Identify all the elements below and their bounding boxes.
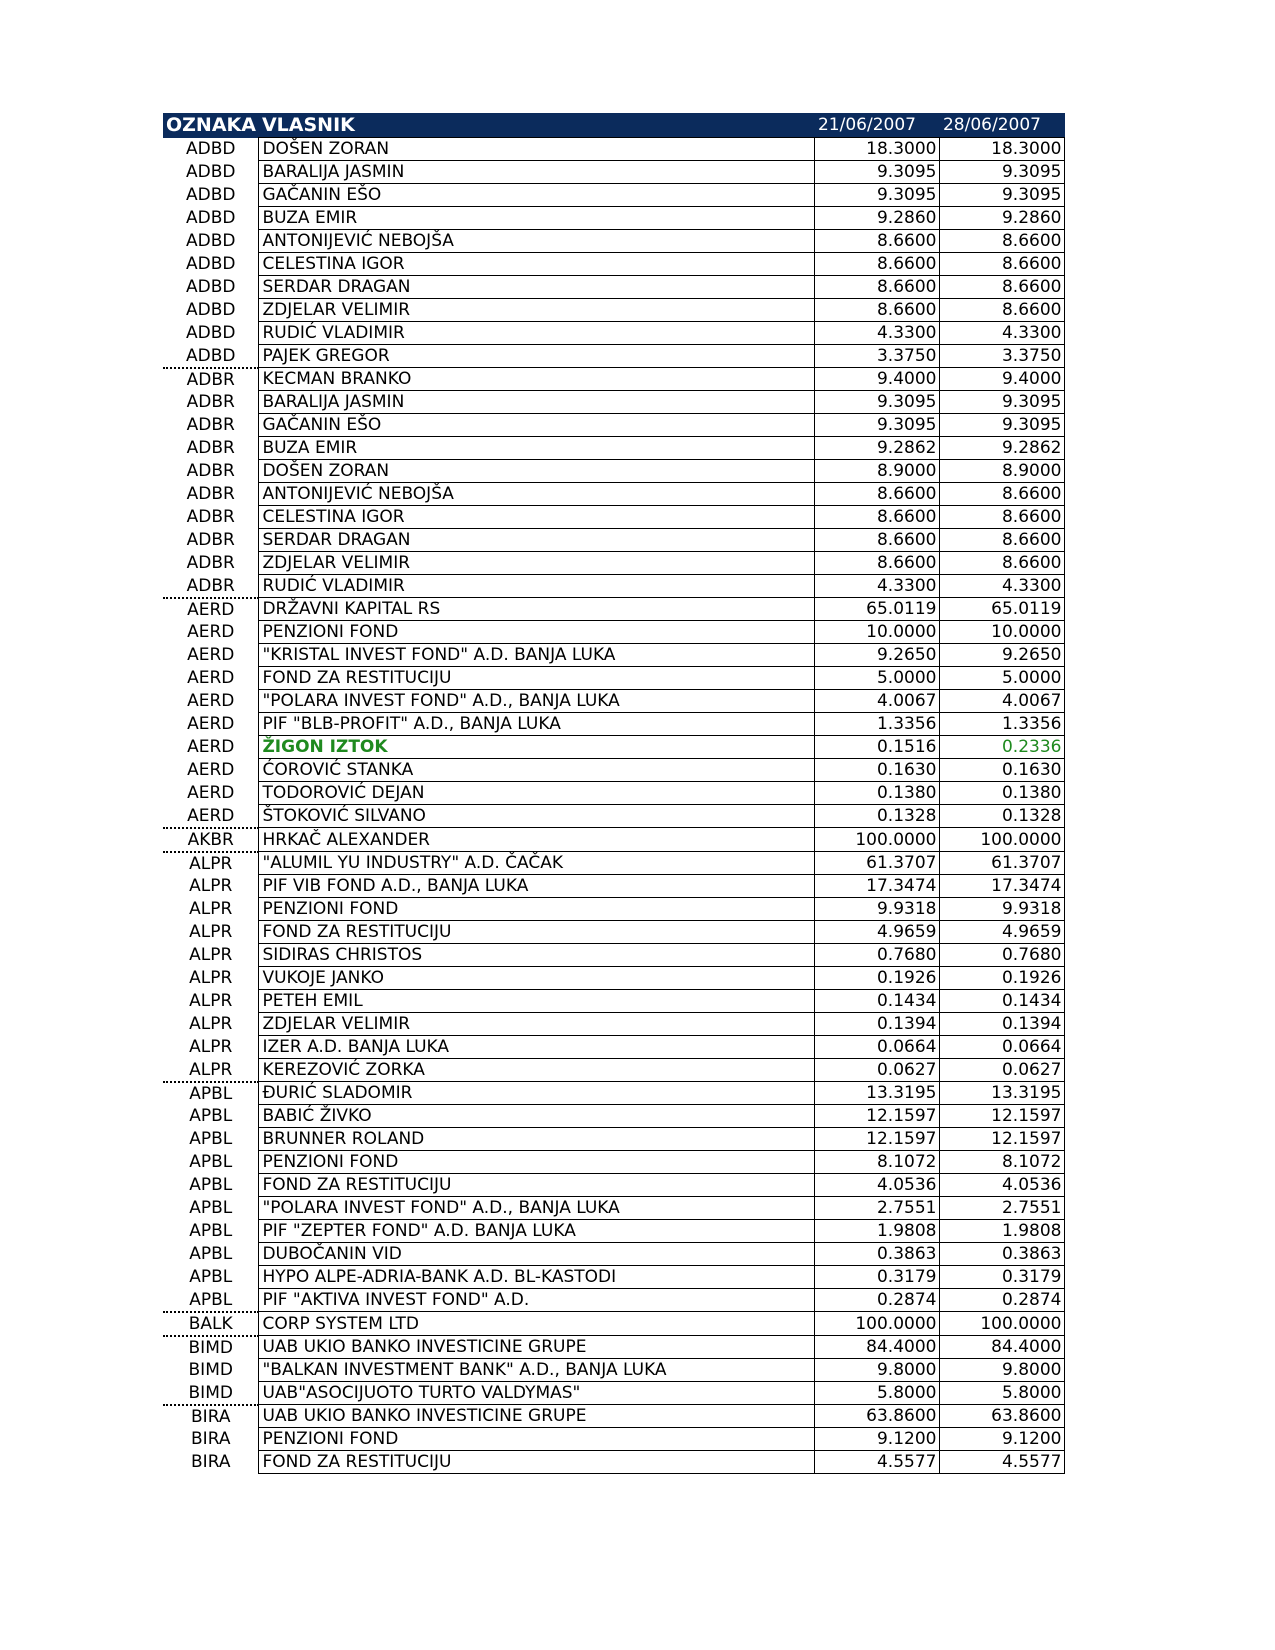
table-row — [163, 1082, 1065, 1105]
owner-cell: GAČANIN EŠO — [259, 184, 815, 207]
value-28-06-2007-cell: 9.3095 — [940, 161, 1065, 184]
code-cell: BIMD — [188, 1337, 233, 1358]
code-cell: ALPR — [189, 922, 233, 942]
owner-cell: SERDAR DRAGAN — [259, 276, 815, 299]
value-28-06-2007-cell: 18.3000 — [940, 138, 1065, 161]
table-row — [163, 667, 1065, 690]
value-28-06-2007-cell: 9.3095 — [940, 391, 1065, 414]
code-cell: ADBD — [185, 208, 236, 228]
table-row — [163, 207, 1065, 230]
code-cell: AERD — [187, 737, 235, 757]
code-cell: ALPR — [189, 991, 233, 1011]
owner-cell: PIF VIB FOND A.D., BANJA LUKA — [259, 875, 815, 898]
value-28-06-2007-cell: 4.5577 — [940, 1451, 1065, 1474]
code-cell: AERD — [187, 760, 235, 780]
value-21-06-2007-cell: 9.9318 — [815, 898, 940, 921]
value-28-06-2007-cell: 61.3707 — [940, 852, 1065, 875]
value-28-06-2007-cell: 9.3095 — [940, 414, 1065, 437]
value-28-06-2007-cell: 8.6600 — [940, 483, 1065, 506]
value-28-06-2007-cell: 9.3095 — [940, 184, 1065, 207]
value-28-06-2007-cell: 0.1380 — [940, 782, 1065, 805]
owner-cell: UAB UKIO BANKO INVESTICINE GRUPE — [259, 1405, 815, 1428]
table-row — [163, 782, 1065, 805]
value-28-06-2007-cell: 0.7680 — [940, 944, 1065, 967]
owner-cell: "KRISTAL INVEST FOND" A.D. BANJA LUKA — [259, 644, 815, 667]
value-28-06-2007-cell: 9.9318 — [940, 898, 1065, 921]
value-28-06-2007-cell: 0.1630 — [940, 759, 1065, 782]
table-row — [163, 460, 1065, 483]
code-cell: ALPR — [189, 1037, 233, 1057]
code-cell: ADBD — [185, 162, 236, 182]
table-row — [163, 759, 1065, 782]
value-28-06-2007-cell: 9.4000 — [940, 368, 1065, 391]
value-28-06-2007-cell: 65.0119 — [940, 598, 1065, 621]
owner-cell: FOND ZA RESTITUCIJU — [259, 1451, 815, 1474]
owner-cell: PIF "AKTIVA INVEST FOND" A.D. — [259, 1289, 815, 1312]
value-21-06-2007-cell: 17.3474 — [815, 875, 940, 898]
value-21-06-2007-cell: 65.0119 — [815, 598, 940, 621]
code-cell: ADBR — [186, 553, 235, 573]
value-28-06-2007-cell: 9.2862 — [940, 437, 1065, 460]
table-row — [163, 852, 1065, 875]
owner-cell: "ALUMIL YU INDUSTRY" A.D. ČAČAK — [259, 852, 815, 875]
owner-cell: RUDIĆ VLADIMIR — [259, 575, 815, 598]
value-21-06-2007-cell: 0.1434 — [815, 990, 940, 1013]
table-row — [163, 828, 1065, 852]
value-21-06-2007-cell: 9.1200 — [815, 1428, 940, 1451]
value-28-06-2007-cell: 0.1926 — [940, 967, 1065, 990]
table-row — [163, 230, 1065, 253]
table-row — [163, 1336, 1065, 1359]
table-row — [163, 898, 1065, 921]
owner-cell: "BALKAN INVESTMENT BANK" A.D., BANJA LUKA — [259, 1359, 815, 1382]
table-row — [163, 552, 1065, 575]
value-28-06-2007-cell: 4.0536 — [940, 1174, 1065, 1197]
owner-cell: BARALIJA JASMIN — [259, 161, 815, 184]
code-cell: APBL — [189, 1106, 233, 1126]
owner-cell: BUZA EMIR — [259, 207, 815, 230]
owner-cell: RUDIĆ VLADIMIR — [259, 322, 815, 345]
value-21-06-2007-cell: 0.3863 — [815, 1243, 940, 1266]
table-row — [163, 1174, 1065, 1197]
value-21-06-2007-cell: 63.8600 — [815, 1405, 940, 1428]
table-row — [163, 1359, 1065, 1382]
table-row — [163, 736, 1065, 759]
code-cell: ADBR — [163, 575, 259, 598]
code-cell: APBL — [189, 1152, 233, 1172]
table-row — [163, 713, 1065, 736]
owner-cell: BUZA EMIR — [259, 437, 815, 460]
value-21-06-2007-cell: 9.2860 — [815, 207, 940, 230]
value-21-06-2007-cell: 1.9808 — [815, 1220, 940, 1243]
owner-cell: ZDJELAR VELIMIR — [259, 1013, 815, 1036]
table-row — [163, 805, 1065, 828]
code-cell: APBL — [189, 1175, 233, 1195]
value-28-06-2007-cell: 8.6600 — [940, 276, 1065, 299]
value-28-06-2007-cell: 8.6600 — [940, 299, 1065, 322]
code-cell: ADBR — [186, 369, 235, 390]
value-21-06-2007-cell: 0.1630 — [815, 759, 940, 782]
owner-cell: FOND ZA RESTITUCIJU — [259, 921, 815, 944]
owner-cell: FOND ZA RESTITUCIJU — [259, 1174, 815, 1197]
owner-cell: CELESTINA IGOR — [259, 506, 815, 529]
table-row — [163, 391, 1065, 414]
value-21-06-2007-cell: 18.3000 — [815, 138, 940, 161]
table-row — [163, 1451, 1065, 1474]
value-21-06-2007-cell: 4.0067 — [815, 690, 940, 713]
value-21-06-2007-cell: 84.4000 — [815, 1336, 940, 1359]
value-28-06-2007-cell: 8.9000 — [940, 460, 1065, 483]
code-cell: ADBD — [185, 300, 236, 320]
table-row — [163, 1220, 1065, 1243]
value-28-06-2007-cell: 0.2874 — [940, 1289, 1065, 1312]
value-28-06-2007-cell: 100.0000 — [940, 1312, 1065, 1336]
value-21-06-2007-cell: 13.3195 — [815, 1082, 940, 1105]
table-row — [163, 621, 1065, 644]
table-row — [163, 299, 1065, 322]
code-cell: ADBR — [186, 415, 235, 435]
value-21-06-2007-cell: 8.6600 — [815, 276, 940, 299]
value-28-06-2007-cell: 0.2336 — [940, 736, 1065, 759]
code-cell: APBL — [163, 1289, 259, 1312]
owner-cell: FOND ZA RESTITUCIJU — [259, 667, 815, 690]
value-28-06-2007-cell: 17.3474 — [940, 875, 1065, 898]
code-cell: ADBD — [185, 139, 236, 159]
code-cell: APBL — [189, 1129, 233, 1149]
table-row — [163, 437, 1065, 460]
table-row — [163, 414, 1065, 437]
value-21-06-2007-cell: 4.5577 — [815, 1451, 940, 1474]
value-28-06-2007-cell: 10.0000 — [940, 621, 1065, 644]
owner-cell: DUBOČANIN VID — [259, 1243, 815, 1266]
table-row — [163, 253, 1065, 276]
value-21-06-2007-cell: 0.1516 — [815, 736, 940, 759]
value-21-06-2007-cell: 4.3300 — [815, 575, 940, 598]
table-row — [163, 506, 1065, 529]
value-28-06-2007-cell: 13.3195 — [940, 1082, 1065, 1105]
table-row — [163, 1059, 1065, 1082]
code-cell: ALPR — [189, 876, 233, 896]
code-cell: ALPR — [189, 899, 233, 919]
value-28-06-2007-cell: 8.6600 — [940, 230, 1065, 253]
value-21-06-2007-cell: 9.3095 — [815, 161, 940, 184]
code-cell: ADBD — [185, 277, 236, 297]
value-21-06-2007-cell: 9.2650 — [815, 644, 940, 667]
value-28-06-2007-cell: 0.1394 — [940, 1013, 1065, 1036]
owner-cell: PENZIONI FOND — [259, 1151, 815, 1174]
table-row — [163, 644, 1065, 667]
owner-cell: UAB UKIO BANKO INVESTICINE GRUPE — [259, 1336, 815, 1359]
value-28-06-2007-cell: 8.6600 — [940, 529, 1065, 552]
table-row — [163, 875, 1065, 898]
value-21-06-2007-cell: 0.0627 — [815, 1059, 940, 1082]
code-cell: AERD — [163, 805, 259, 828]
value-28-06-2007-cell: 3.3750 — [940, 345, 1065, 368]
code-cell: ADBR — [186, 484, 235, 504]
table-row — [163, 322, 1065, 345]
owner-cell: DRŽAVNI KAPITAL RS — [259, 598, 815, 621]
owner-cell: ĆOROVIĆ STANKA — [259, 759, 815, 782]
value-28-06-2007-cell: 84.4000 — [940, 1336, 1065, 1359]
code-cell: ADBD — [185, 185, 236, 205]
value-28-06-2007-cell: 0.0627 — [940, 1059, 1065, 1082]
table-row — [163, 345, 1065, 368]
owner-cell: PENZIONI FOND — [259, 898, 815, 921]
code-cell: BALK — [163, 1312, 259, 1336]
table-row — [163, 990, 1065, 1013]
value-28-06-2007-cell: 0.3863 — [940, 1243, 1065, 1266]
value-28-06-2007-cell: 2.7551 — [940, 1197, 1065, 1220]
code-cell: ADBR — [186, 438, 235, 458]
table-row — [163, 1013, 1065, 1036]
value-28-06-2007-cell: 12.1597 — [940, 1105, 1065, 1128]
value-28-06-2007-cell: 4.9659 — [940, 921, 1065, 944]
code-cell: APBL — [189, 1267, 233, 1287]
table-row — [163, 1036, 1065, 1059]
value-21-06-2007-cell: 4.0536 — [815, 1174, 940, 1197]
owner-cell: BABIĆ ŽIVKO — [259, 1105, 815, 1128]
value-21-06-2007-cell: 10.0000 — [815, 621, 940, 644]
value-21-06-2007-cell: 5.8000 — [815, 1382, 940, 1405]
owner-cell: ĐURIĆ SLADOMIR — [259, 1082, 815, 1105]
table-row — [163, 138, 1065, 161]
value-21-06-2007-cell: 8.6600 — [815, 299, 940, 322]
owner-cell: KEREZOVIĆ ZORKA — [259, 1059, 815, 1082]
header-oznaka: OZNAKA — [163, 113, 259, 138]
code-cell: AKBR — [163, 828, 259, 852]
value-21-06-2007-cell: 8.6600 — [815, 253, 940, 276]
value-21-06-2007-cell: 9.3095 — [815, 184, 940, 207]
table-row — [163, 1151, 1065, 1174]
code-cell: ADBD — [185, 254, 236, 274]
value-21-06-2007-cell: 8.6600 — [815, 230, 940, 253]
table-row — [163, 1243, 1065, 1266]
code-cell: APBL — [189, 1221, 233, 1241]
owner-cell: ANTONIJEVIĆ NEBOJŠA — [259, 483, 815, 506]
code-cell: ADBR — [186, 507, 235, 527]
value-28-06-2007-cell: 0.0664 — [940, 1036, 1065, 1059]
value-28-06-2007-cell: 9.2650 — [940, 644, 1065, 667]
code-cell: ADBD — [185, 323, 236, 343]
value-21-06-2007-cell: 8.6600 — [815, 506, 940, 529]
code-cell: AERD — [187, 714, 235, 734]
owner-cell: BARALIJA JASMIN — [259, 391, 815, 414]
value-21-06-2007-cell: 9.3095 — [815, 391, 940, 414]
value-21-06-2007-cell: 9.3095 — [815, 414, 940, 437]
value-21-06-2007-cell: 61.3707 — [815, 852, 940, 875]
value-21-06-2007-cell: 0.0664 — [815, 1036, 940, 1059]
table-row — [163, 184, 1065, 207]
header-row — [163, 113, 1065, 138]
owner-cell: DOŠEN ZORAN — [259, 460, 815, 483]
code-cell: AERD — [187, 622, 235, 642]
owner-cell: PENZIONI FOND — [259, 621, 815, 644]
value-21-06-2007-cell: 2.7551 — [815, 1197, 940, 1220]
table-row — [163, 1197, 1065, 1220]
header-vlasnik: VLASNIK — [259, 113, 815, 138]
table-row — [163, 1128, 1065, 1151]
table-body — [163, 138, 1065, 1474]
code-cell: APBL — [189, 1198, 233, 1218]
owner-cell: IZER A.D. BANJA LUKA — [259, 1036, 815, 1059]
value-21-06-2007-cell: 0.1394 — [815, 1013, 940, 1036]
code-cell: ADBD — [163, 345, 259, 368]
owner-cell: PENZIONI FOND — [259, 1428, 815, 1451]
owner-cell: ŽIGON IZTOK — [259, 736, 815, 759]
value-28-06-2007-cell: 9.8000 — [940, 1359, 1065, 1382]
owner-cell: HRKAČ ALEXANDER — [259, 828, 815, 852]
table-row — [163, 575, 1065, 598]
owner-cell: PAJEK GREGOR — [259, 345, 815, 368]
code-cell: ALPR — [189, 853, 233, 874]
value-21-06-2007-cell: 0.3179 — [815, 1266, 940, 1289]
code-cell: BIMD — [163, 1382, 259, 1405]
value-28-06-2007-cell: 8.6600 — [940, 253, 1065, 276]
value-28-06-2007-cell: 0.3179 — [940, 1266, 1065, 1289]
value-28-06-2007-cell: 4.0067 — [940, 690, 1065, 713]
table-row — [163, 1382, 1065, 1405]
code-cell: BIMD — [188, 1360, 233, 1380]
value-21-06-2007-cell: 8.1072 — [815, 1151, 940, 1174]
value-21-06-2007-cell: 0.1926 — [815, 967, 940, 990]
value-21-06-2007-cell: 9.2862 — [815, 437, 940, 460]
code-cell: ALPR — [189, 968, 233, 988]
code-cell: APBL — [189, 1083, 233, 1104]
value-28-06-2007-cell: 9.1200 — [940, 1428, 1065, 1451]
owner-cell: BRUNNER ROLAND — [259, 1128, 815, 1151]
value-21-06-2007-cell: 100.0000 — [815, 1312, 940, 1336]
table-row — [163, 1266, 1065, 1289]
owner-cell: "POLARA INVEST FOND" A.D., BANJA LUKA — [259, 1197, 815, 1220]
table-row — [163, 598, 1065, 621]
code-cell: ALPR — [189, 1014, 233, 1034]
table-row — [163, 690, 1065, 713]
table-row — [163, 368, 1065, 391]
code-cell: ALPR — [163, 1059, 259, 1082]
table-row — [163, 276, 1065, 299]
value-21-06-2007-cell: 12.1597 — [815, 1128, 940, 1151]
owner-cell: VUKOJE JANKO — [259, 967, 815, 990]
table-row — [163, 1289, 1065, 1312]
code-cell: ADBD — [185, 231, 236, 251]
table-row — [163, 161, 1065, 184]
owner-cell: HYPO ALPE-ADRIA-BANK A.D. BL-KASTODI — [259, 1266, 815, 1289]
code-cell: ADBR — [186, 461, 235, 481]
owner-cell: "POLARA INVEST FOND" A.D., BANJA LUKA — [259, 690, 815, 713]
value-21-06-2007-cell: 9.8000 — [815, 1359, 940, 1382]
value-28-06-2007-cell: 5.0000 — [940, 667, 1065, 690]
code-cell: AERD — [187, 783, 235, 803]
code-cell: AERD — [187, 668, 235, 688]
value-21-06-2007-cell: 100.0000 — [815, 828, 940, 852]
value-28-06-2007-cell: 8.6600 — [940, 552, 1065, 575]
table-row — [163, 483, 1065, 506]
value-28-06-2007-cell: 0.1434 — [940, 990, 1065, 1013]
owner-cell: CORP SYSTEM LTD — [259, 1312, 815, 1336]
owner-cell: UAB"ASOCIJUOTO TURTO VALDYMAS" — [259, 1382, 815, 1405]
value-28-06-2007-cell: 4.3300 — [940, 575, 1065, 598]
value-21-06-2007-cell: 0.7680 — [815, 944, 940, 967]
value-21-06-2007-cell: 1.3356 — [815, 713, 940, 736]
code-cell: AERD — [187, 645, 235, 665]
owner-cell: SERDAR DRAGAN — [259, 529, 815, 552]
code-cell: ADBR — [186, 530, 235, 550]
table-row — [163, 1312, 1065, 1336]
owner-cell: GAČANIN EŠO — [259, 414, 815, 437]
value-28-06-2007-cell: 63.8600 — [940, 1405, 1065, 1428]
owner-cell: ZDJELAR VELIMIR — [259, 552, 815, 575]
value-21-06-2007-cell: 0.1328 — [815, 805, 940, 828]
header-date-1: 21/06/2007 — [815, 113, 940, 138]
value-28-06-2007-cell: 0.1328 — [940, 805, 1065, 828]
value-21-06-2007-cell: 9.4000 — [815, 368, 940, 391]
value-28-06-2007-cell: 9.2860 — [940, 207, 1065, 230]
code-cell: AERD — [187, 599, 235, 620]
ownership-table — [163, 113, 1065, 1474]
code-cell: ADBR — [186, 392, 235, 412]
value-21-06-2007-cell: 0.2874 — [815, 1289, 940, 1312]
value-21-06-2007-cell: 8.6600 — [815, 483, 940, 506]
owner-cell: CELESTINA IGOR — [259, 253, 815, 276]
value-28-06-2007-cell: 4.3300 — [940, 322, 1065, 345]
code-cell: BIRA — [191, 1452, 231, 1472]
owner-cell: ZDJELAR VELIMIR — [259, 299, 815, 322]
value-21-06-2007-cell: 4.3300 — [815, 322, 940, 345]
value-28-06-2007-cell: 100.0000 — [940, 828, 1065, 852]
value-21-06-2007-cell: 5.0000 — [815, 667, 940, 690]
owner-cell: PIF "BLB-PROFIT" A.D., BANJA LUKA — [259, 713, 815, 736]
value-21-06-2007-cell: 8.6600 — [815, 552, 940, 575]
owner-cell: TODOROVIĆ DEJAN — [259, 782, 815, 805]
value-28-06-2007-cell: 8.6600 — [940, 506, 1065, 529]
value-28-06-2007-cell: 1.9808 — [940, 1220, 1065, 1243]
value-28-06-2007-cell: 1.3356 — [940, 713, 1065, 736]
value-21-06-2007-cell: 12.1597 — [815, 1105, 940, 1128]
value-21-06-2007-cell: 4.9659 — [815, 921, 940, 944]
owner-cell: DOŠEN ZORAN — [259, 138, 815, 161]
value-28-06-2007-cell: 8.1072 — [940, 1151, 1065, 1174]
value-28-06-2007-cell: 12.1597 — [940, 1128, 1065, 1151]
code-cell: AERD — [187, 691, 235, 711]
table-row — [163, 1405, 1065, 1428]
value-21-06-2007-cell: 0.1380 — [815, 782, 940, 805]
value-21-06-2007-cell: 8.6600 — [815, 529, 940, 552]
code-cell: BIRA — [191, 1406, 231, 1427]
value-21-06-2007-cell: 8.9000 — [815, 460, 940, 483]
owner-cell: PIF "ZEPTER FOND" A.D. BANJA LUKA — [259, 1220, 815, 1243]
code-cell: APBL — [189, 1244, 233, 1264]
header-date-2: 28/06/2007 — [940, 113, 1065, 138]
table-row — [163, 529, 1065, 552]
table-row — [163, 921, 1065, 944]
code-cell: BIRA — [191, 1429, 231, 1449]
value-21-06-2007-cell: 3.3750 — [815, 345, 940, 368]
owner-cell: ANTONIJEVIĆ NEBOJŠA — [259, 230, 815, 253]
table-row — [163, 1105, 1065, 1128]
table-row — [163, 1428, 1065, 1451]
owner-cell: SIDIRAS CHRISTOS — [259, 944, 815, 967]
owner-cell: ŠTOKOVIĆ SILVANO — [259, 805, 815, 828]
owner-cell: KECMAN BRANKO — [259, 368, 815, 391]
owner-cell: PETEH EMIL — [259, 990, 815, 1013]
table-row — [163, 967, 1065, 990]
code-cell: ALPR — [189, 945, 233, 965]
table-row — [163, 944, 1065, 967]
value-28-06-2007-cell: 5.8000 — [940, 1382, 1065, 1405]
